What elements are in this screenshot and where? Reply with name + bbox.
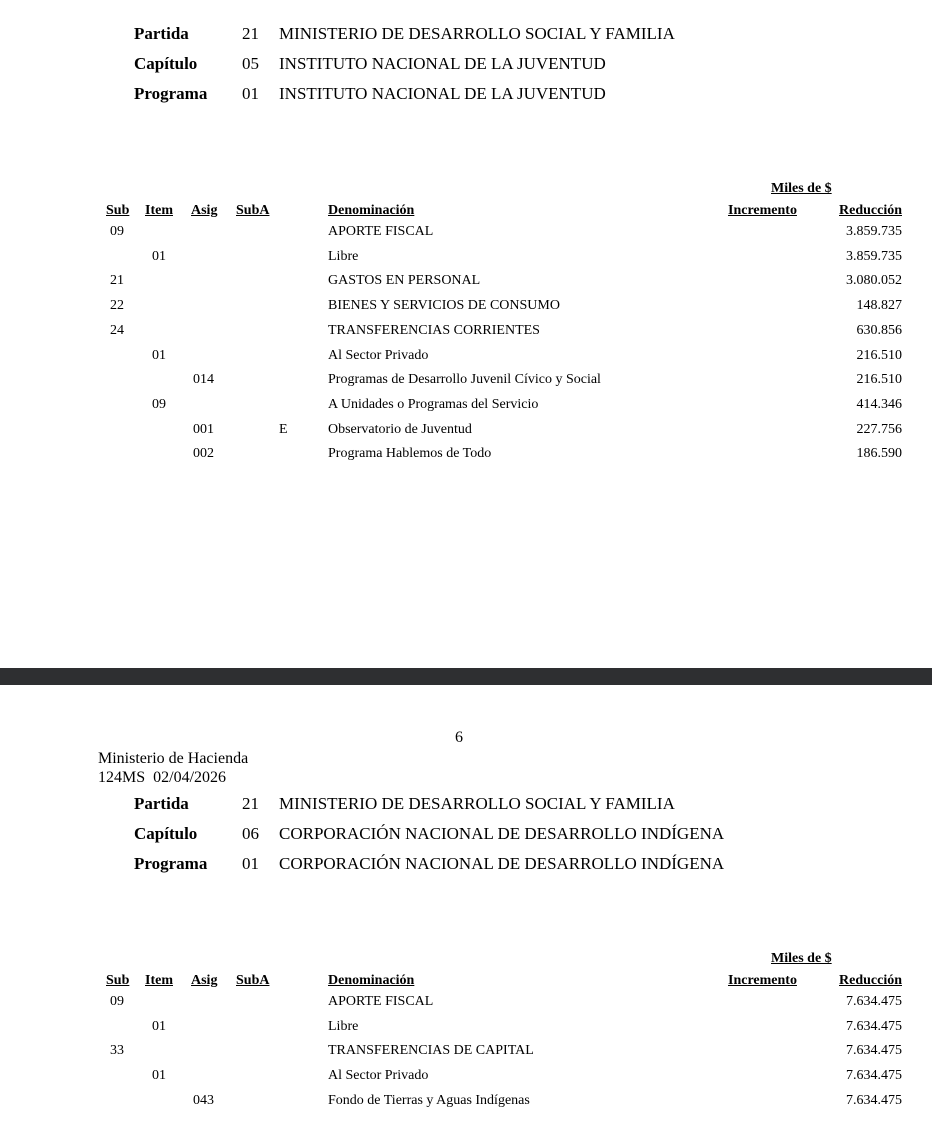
row-denominacion: BIENES Y SERVICIOS DE CONSUMO bbox=[328, 298, 560, 314]
partida-label: Partida bbox=[134, 24, 189, 43]
row-suba: E bbox=[279, 421, 288, 437]
document-reference: 124MS 02/04/2026 bbox=[98, 769, 227, 786]
row-asig: 043 bbox=[193, 1092, 214, 1108]
row-reduccion: 630.856 bbox=[856, 322, 902, 338]
partida-name: MINISTERIO DE DESARROLLO SOCIAL Y FAMILIA bbox=[279, 794, 675, 813]
col-incremento-header: Incremento bbox=[728, 203, 797, 218]
row-reduccion: 7.634.475 bbox=[846, 1092, 902, 1108]
row-sub: 21 bbox=[110, 273, 124, 289]
row-reduccion: 7.634.475 bbox=[846, 1068, 902, 1084]
row-reduccion: 7.634.475 bbox=[846, 1018, 902, 1034]
capitulo-label: Capítulo bbox=[134, 824, 198, 843]
programa-name: INSTITUTO NACIONAL DE LA JUVENTUD bbox=[279, 84, 606, 103]
partida-code: 21 bbox=[242, 24, 259, 43]
row-sub: 09 bbox=[110, 224, 124, 239]
col-sub-header: Sub bbox=[106, 203, 130, 218]
miles-header: Miles de $ bbox=[771, 951, 832, 966]
programa-code: 01 bbox=[242, 84, 259, 103]
row-denominacion: TRANSFERENCIAS CORRIENTES bbox=[328, 322, 540, 338]
row-sub: 24 bbox=[110, 322, 124, 338]
capitulo-code: 06 bbox=[242, 824, 259, 843]
col-item-header: Item bbox=[145, 203, 173, 218]
row-item: 01 bbox=[152, 1018, 166, 1034]
row-denominacion: TRANSFERENCIAS DE CAPITAL bbox=[328, 1043, 534, 1059]
row-reduccion: 3.080.052 bbox=[846, 273, 902, 289]
row-item: 01 bbox=[152, 347, 166, 363]
programa-name: CORPORACIÓN NACIONAL DE DESARROLLO INDÍGENA bbox=[279, 854, 725, 873]
partida-name: MINISTERIO DE DESARROLLO SOCIAL Y FAMILIA bbox=[279, 24, 675, 43]
row-reduccion: 216.510 bbox=[856, 372, 902, 388]
miles-header: Miles de $ bbox=[771, 181, 832, 196]
ministry-name: Ministerio de Hacienda bbox=[98, 750, 249, 767]
partida-label: Partida bbox=[134, 794, 189, 813]
col-reduccion-header: Reducción bbox=[839, 203, 902, 218]
col-sub-header: Sub bbox=[106, 973, 130, 988]
row-denominacion: Al Sector Privado bbox=[328, 1068, 429, 1084]
page-separator bbox=[0, 668, 932, 685]
capitulo-name: INSTITUTO NACIONAL DE LA JUVENTUD bbox=[279, 54, 606, 73]
row-sub: 33 bbox=[110, 1043, 124, 1059]
row-denominacion: Al Sector Privado bbox=[328, 347, 429, 363]
col-incremento-header: Incremento bbox=[728, 973, 797, 988]
col-asig-header: Asig bbox=[191, 973, 218, 988]
row-denominacion: GASTOS EN PERSONAL bbox=[328, 273, 481, 289]
row-asig: 014 bbox=[193, 372, 214, 388]
row-reduccion: 227.756 bbox=[856, 421, 902, 437]
row-denominacion: Libre bbox=[328, 1018, 359, 1034]
row-reduccion: 7.634.475 bbox=[846, 994, 902, 1009]
capitulo-code: 05 bbox=[242, 54, 259, 73]
col-denominacion-header: Denominación bbox=[328, 203, 415, 218]
row-reduccion: 186.590 bbox=[856, 446, 902, 462]
programa-code: 01 bbox=[242, 854, 259, 873]
partida-code: 21 bbox=[242, 794, 259, 813]
col-asig-header: Asig bbox=[191, 203, 218, 218]
capitulo-name: CORPORACIÓN NACIONAL DE DESARROLLO INDÍGENA bbox=[279, 824, 725, 843]
page-number: 6 bbox=[455, 729, 463, 746]
programa-label: Programa bbox=[134, 854, 208, 873]
row-denominacion: APORTE FISCAL bbox=[328, 994, 434, 1009]
row-item: 01 bbox=[152, 1068, 166, 1084]
row-reduccion: 148.827 bbox=[856, 298, 902, 314]
programa-label: Programa bbox=[134, 84, 208, 103]
col-reduccion-header: Reducción bbox=[839, 973, 902, 988]
row-asig: 002 bbox=[193, 446, 214, 462]
row-sub: 22 bbox=[110, 298, 124, 314]
col-item-header: Item bbox=[145, 973, 173, 988]
row-denominacion: Libre bbox=[328, 248, 359, 264]
row-reduccion: 3.859.735 bbox=[846, 224, 902, 239]
row-reduccion: 216.510 bbox=[856, 347, 902, 363]
col-denominacion-header: Denominación bbox=[328, 973, 415, 988]
row-asig: 001 bbox=[193, 421, 214, 437]
capitulo-label: Capítulo bbox=[134, 54, 198, 73]
row-denominacion: Observatorio de Juventud bbox=[328, 421, 472, 437]
row-reduccion: 414.346 bbox=[856, 396, 902, 412]
row-denominacion: Programas de Desarrollo Juvenil Cívico y Social bbox=[328, 372, 601, 388]
row-item: 01 bbox=[152, 248, 166, 264]
row-denominacion: Programa Hablemos de Todo bbox=[328, 446, 492, 462]
col-suba-header: SubA bbox=[236, 973, 270, 988]
row-reduccion: 7.634.475 bbox=[846, 1043, 902, 1059]
row-sub: 09 bbox=[110, 994, 124, 1009]
document-page-b bbox=[0, 685, 932, 1134]
row-denominacion: Fondo de Tierras y Aguas Indígenas bbox=[328, 1092, 530, 1108]
row-denominacion: A Unidades o Programas del Servicio bbox=[328, 396, 539, 412]
row-item: 09 bbox=[152, 396, 166, 412]
row-reduccion: 3.859.735 bbox=[846, 248, 902, 264]
col-suba-header: SubA bbox=[236, 203, 270, 218]
row-denominacion: APORTE FISCAL bbox=[328, 224, 434, 239]
